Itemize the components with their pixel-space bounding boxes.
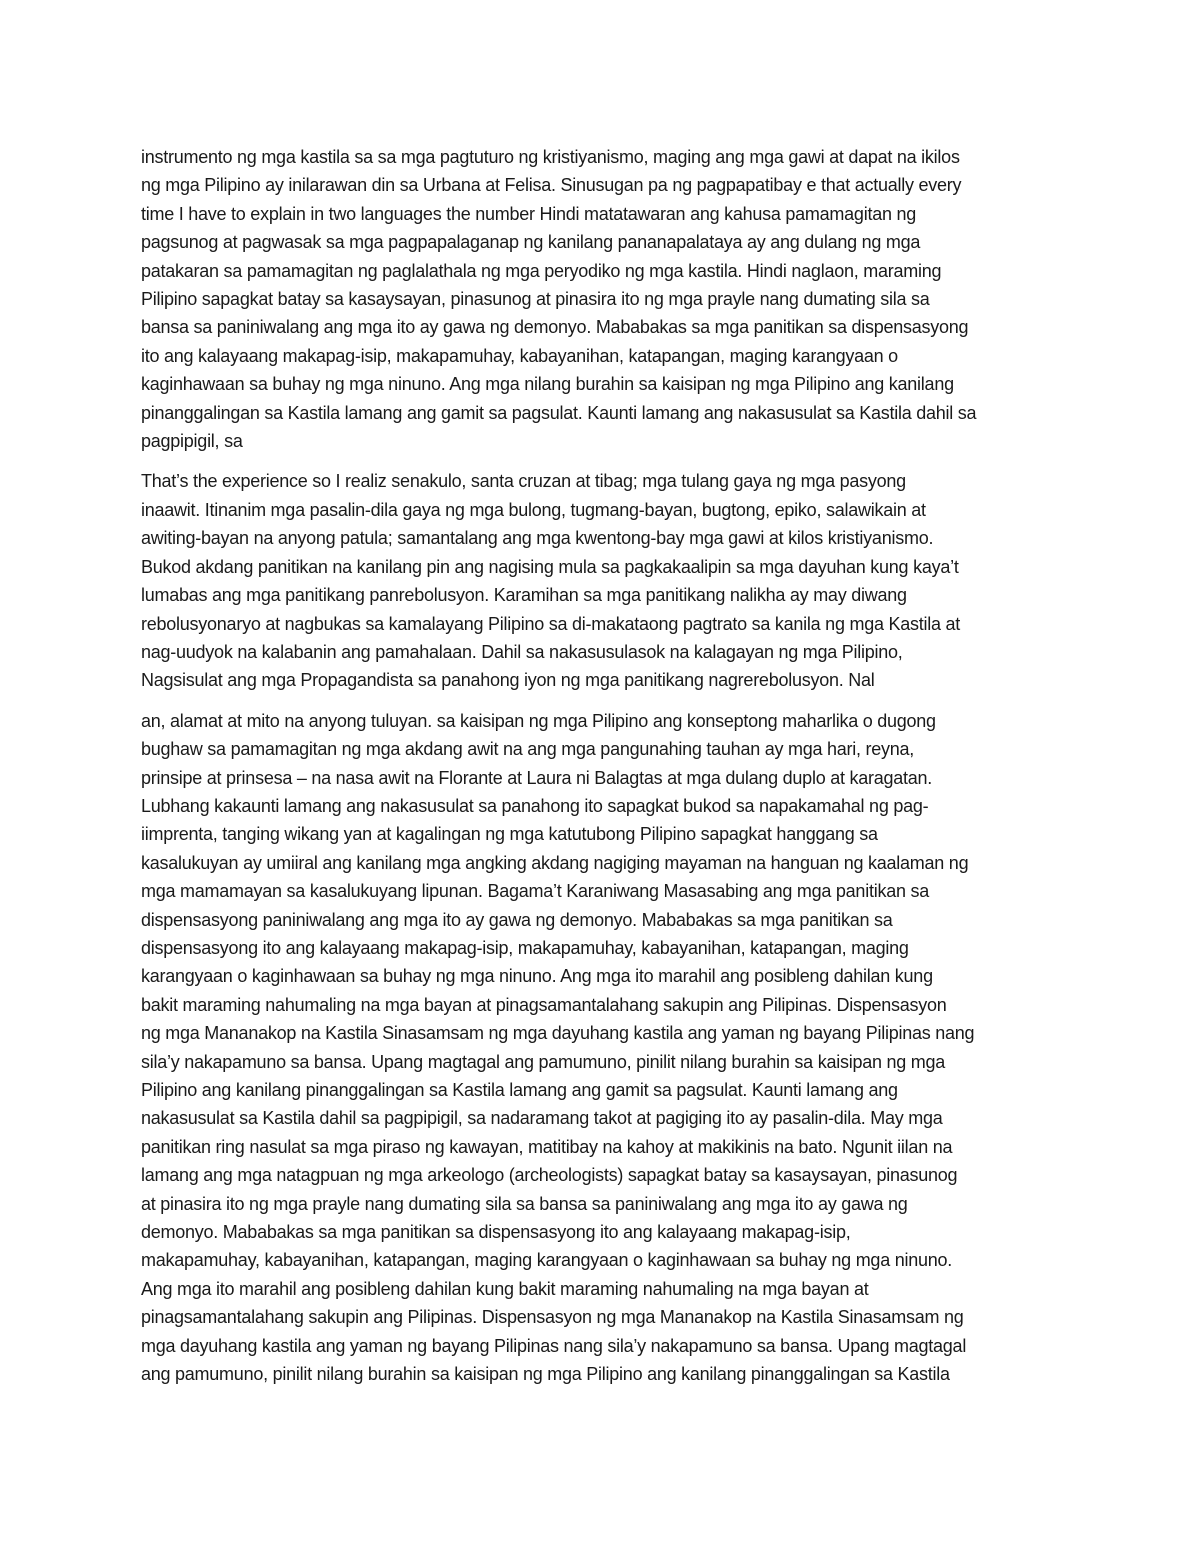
text-line: nag-uudyok na kalabanin ang pamahalaan. Dahil sa nakasusulasok na kalagayan ng mga Pilipino, [141,641,903,662]
text-line: iimprenta, tanging wikang yan at kagalingan ng mga katutubong Pilipino sapagkat hanggang sa [141,824,878,845]
text-line: demonyo. Mababakas sa mga panitikan sa dispensasyong ito ang kalayaang makapag-isip, [141,1222,851,1243]
text-line: panitikan ring nasulat sa mga piraso ng kawayan, matitibay na kahoy at makikinis na bato. Ngunit iilan na [141,1136,953,1157]
text-line: kasalukuyan ay umiiral ang kanilang mga angking akdang nagiging mayaman na hanguan ng kaalaman ng [141,852,969,873]
text-line: pagsunog at pagwasak sa mga pagpapalaganap ng kanilang pananapalataya ay ang dulang ng mga [141,232,921,253]
text-line: Pilipino ang kanilang pinanggalingan sa Kastila lamang ang gamit sa pagsulat. Kaunti lamang ang [141,1080,898,1100]
text-line: ang pamumuno, pinilit nilang burahin sa kaisipan ng mga Pilipino ang kanilang pinanggalingan sa Kastila [141,1364,950,1385]
text-line: inaawit. Itinanim mga pasalin-dila gaya ng mga bulong, tugmang-bayan, bugtong, epiko, salawikain at [141,499,926,520]
text-line: time I have to explain in two languages the number Hindi matatawaran ang kahusa pamamagitan ng [141,203,916,224]
text-line: That’s the experience so I realiz senakulo, santa cruzan at tibag; mga tulang gaya ng mga pasyong [141,471,906,492]
text-line: Nagsisulat ang mga Propagandista sa panahong iyon ng mga panitikang nagrerebolusyon. Nal [141,670,875,691]
text-line: instrumento ng mga kastila sa sa mga pagtuturo ng kristiyanismo, maging ang mga gawi at dapat na ikilos [141,147,960,167]
text-line: dispensasyong paniniwalang ang mga ito ay gawa ng demonyo. Mababakas sa mga panitikan sa [141,909,893,930]
text-line: makapamuhay, kabayanihan, katapangan, maging karangyaan o kaginhawaan sa buhay ng mga ninuno. [141,1250,953,1271]
text-line: sila’y nakapamuno sa bansa. Upang magtagal ang pamumuno, pinilit nilang burahin sa kaisipan ng mga [141,1051,946,1072]
text-line: at pinasira ito ng mga prayle nang dumating sila sa bansa sa paniniwalang ang mga ito ay gawa ng [141,1193,908,1214]
paragraph-2 [141,467,1071,694]
text-line: prinsipe at prinsesa – na nasa awit na Florante at Laura ni Balagtas at mga dulang duplo at karagatan. [141,767,933,788]
text-line: awiting-bayan na anyong patula; samantalang ang mga kwentong-bay mga gawi at kilos kristiyanismo. [141,528,934,549]
text-line: Bukod akdang panitikan na kanilang pin ang nagising mula sa pagkakaalipin sa mga dayuhan kung kaya’t [141,556,959,577]
paragraph-3 [141,707,1071,1389]
text-line: kaginhawaan sa buhay ng mga ninuno. Ang mga nilang burahin sa kaisipan ng mga Pilipino ang kanilang [141,374,954,395]
text-line: patakaran sa pamamagitan ng paglalathala ng mga peryodiko ng mga kastila. Hindi naglaon, maraming [141,260,942,281]
text-line: nakasusulat sa Kastila dahil sa pagpipigil, sa nadaramang takot at pagiging ito ay pasalin-dila. May mga [141,1108,943,1129]
paragraph-1 [141,143,1071,455]
text-line: pagpipigil, sa [141,431,243,452]
document-body [141,143,1071,1400]
text-line: lamang ang mga natagpuan ng mga arkeologo (archeologists) sapagkat batay sa kasaysayan, pinasunog [141,1165,958,1186]
text-line: Lubhang kakaunti lamang ang nakasusulat sa panahong ito sapagkat bukod sa napakamahal ng pag- [141,795,929,816]
text-line: bakit maraming nahumaling na mga bayan at pinagsamantalahang sakupin ang Pilipinas. Dispensasyon [141,994,947,1015]
text-line: ng mga Pilipino ay inilarawan din sa Urbana at Felisa. Sinusugan pa ng pagpapatibay e that actually every [141,175,962,196]
text-line: mga dayuhang kastila ang yaman ng bayang Pilipinas nang sila’y nakapamuno sa bansa. Upang magtagal [141,1335,967,1356]
text-line: Ang mga ito marahil ang posibleng dahilan kung bakit maraming nahumaling na mga bayan at [141,1278,869,1299]
text-line: pinanggalingan sa Kastila lamang ang gamit sa pagsulat. Kaunti lamang ang nakasusulat sa Kastila dahil sa [141,402,977,423]
text-line: ng mga Mananakop na Kastila Sinasamsam ng mga dayuhang kastila ang yaman ng bayang Pilipinas nang [141,1023,975,1044]
text-line: an, alamat at mito na anyong tuluyan. sa kaisipan ng mga Pilipino ang konseptong maharlika o dugong [141,710,936,731]
text-line: rebolusyonaryo at nagbukas sa kamalayang Pilipino sa di-makataong pagtrato sa kanila ng mga Kastila at [141,613,961,634]
text-line: bughaw sa pamamagitan ng mga akdang awit na ang mga pangunahing tauhan ay mga hari, reyna, [141,739,915,760]
text-line: mga mamamayan sa kasalukuyang lipunan. Bagama’t Karaniwang Masasabing ang mga panitikan sa [141,881,929,902]
text-line: bansa sa paniniwalang ang mga ito ay gawa ng demonyo. Mababakas sa mga panitikan sa dispensasyong [141,317,969,338]
text-line: karangyaan o kaginhawaan sa buhay ng mga ninuno. Ang mga ito marahil ang posibleng dahilan kung [141,966,933,987]
text-line: dispensasyong ito ang kalayaang makapag-isip, makapamuhay, kabayanihan, katapangan, maging [141,937,909,958]
text-line: lumabas ang mga panitikang panrebolusyon. Karamihan sa mga panitikang nalikha ay may diwang [141,585,907,606]
text-line: pinagsamantalahang sakupin ang Pilipinas. Dispensasyon ng mga Mananakop na Kastila Sinasamsam ng [141,1307,964,1328]
text-line: ito ang kalayaang makapag-isip, makapamuhay, kabayanihan, katapangan, maging karangyaan o [141,345,898,366]
text-line: Pilipino sapagkat batay sa kasaysayan, pinasunog at pinasira ito ng mga prayle nang dumating sila sa [141,289,930,310]
